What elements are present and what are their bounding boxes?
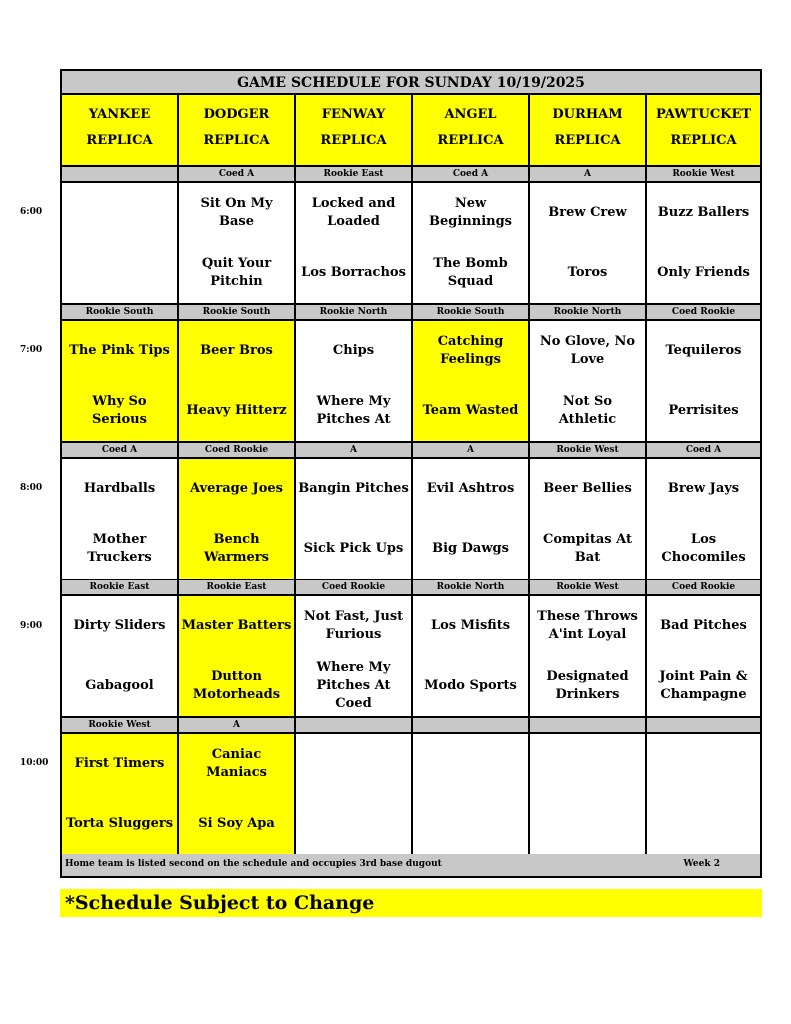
division-label: Rookie South	[179, 305, 294, 319]
time-label: 10:00	[20, 758, 49, 768]
game-cell	[647, 321, 760, 441]
game-cell	[62, 459, 177, 579]
game-cell	[413, 183, 528, 303]
game-cell	[296, 596, 411, 716]
division-label: A	[530, 167, 645, 181]
field-subtitle: REPLICA	[86, 133, 153, 148]
field-subtitle: REPLICA	[437, 133, 504, 148]
team-top: Hardballs	[83, 481, 156, 496]
team-top: Chips	[332, 343, 375, 358]
team-top: Beer Bros	[200, 343, 273, 358]
game-cell	[413, 734, 528, 854]
division-label: Rookie West	[530, 580, 645, 594]
game-cell	[296, 734, 411, 854]
schedule-change-banner: *Schedule Subject to Change	[60, 889, 762, 917]
time-label: 9:00	[20, 621, 43, 631]
game-cell	[413, 596, 528, 716]
team-bottom: Sick Pick Ups	[303, 541, 404, 556]
team-bottom: Dutton Motorheads	[192, 669, 281, 702]
team-bottom: Designated Drinkers	[546, 669, 629, 702]
game-cell	[62, 596, 177, 716]
team-bottom: Compitas At Bat	[543, 532, 632, 565]
team-top: Caniac Maniacs	[206, 747, 267, 780]
time-label: 8:00	[20, 483, 43, 493]
division-label: A	[413, 443, 528, 457]
division-label: Coed A	[647, 443, 760, 457]
game-cell	[179, 459, 294, 579]
team-top: Master Batters	[181, 618, 292, 633]
team-top: Brew Crew	[548, 205, 627, 220]
team-top: Buzz Ballers	[657, 205, 750, 220]
team-bottom: Joint Pain & Champagne	[659, 669, 748, 702]
team-bottom: Big Dawgs	[432, 541, 509, 556]
game-cell	[296, 321, 411, 441]
game-cell	[179, 734, 294, 854]
division-label	[647, 718, 760, 732]
field-name: FENWAY	[321, 107, 386, 122]
game-cell	[530, 596, 645, 716]
team-bottom: Bench Warmers	[204, 532, 269, 565]
division-label: Rookie North	[413, 580, 528, 594]
team-bottom: Toros	[567, 265, 608, 280]
time-label: 7:00	[20, 345, 43, 355]
team-bottom: Heavy Hitterz	[186, 403, 287, 418]
schedule-title: GAME SCHEDULE FOR SUNDAY 10/19/2025	[62, 71, 760, 95]
team-top: Not Fast, Just Furious	[303, 609, 404, 642]
division-label: Coed Rookie	[179, 443, 294, 457]
game-cell	[647, 734, 760, 854]
division-label: Rookie West	[530, 443, 645, 457]
team-top: Evil Ashtros	[426, 481, 515, 496]
game-cell	[296, 183, 411, 303]
division-label: A	[179, 718, 294, 732]
field-subtitle: REPLICA	[320, 133, 387, 148]
game-cell	[647, 596, 760, 716]
division-label	[530, 718, 645, 732]
team-top: Catching Feelings	[437, 334, 504, 367]
field-name: YANKEE	[88, 107, 151, 122]
division-label: Coed Rookie	[296, 580, 411, 594]
field-header-pawtucket	[647, 95, 760, 165]
team-bottom: Si Soy Apa	[198, 816, 275, 831]
game-cell	[62, 321, 177, 441]
game-cell	[179, 596, 294, 716]
team-bottom: Not So Athletic	[558, 394, 617, 427]
team-bottom: Why So Serious	[92, 394, 147, 427]
division-label: Coed Rookie	[647, 580, 760, 594]
team-bottom: Where My Pitches At	[316, 394, 391, 427]
division-label: Coed Rookie	[647, 305, 760, 319]
team-top	[532, 738, 643, 790]
team-top: Brew Jays	[667, 481, 740, 496]
division-label: Rookie East	[179, 580, 294, 594]
week-label: Week 2	[683, 859, 720, 869]
game-cell	[647, 459, 760, 579]
team-top: Locked and Loaded	[311, 196, 396, 229]
field-name: DODGER	[203, 107, 270, 122]
field-header-dodger	[179, 95, 294, 165]
division-label: Rookie North	[530, 305, 645, 319]
game-cell	[647, 183, 760, 303]
game-cell	[530, 734, 645, 854]
home-team-note: Home team is listed second on the schedule and occupies 3rd base dugout	[65, 859, 442, 869]
field-header-angel	[413, 95, 528, 165]
game-cell	[530, 459, 645, 579]
field-header-yankee	[62, 95, 177, 165]
team-bottom: Only Friends	[657, 265, 750, 280]
division-label: A	[296, 443, 411, 457]
team-top	[64, 187, 175, 239]
team-bottom	[532, 798, 643, 850]
team-top: No Glove, No Love	[539, 334, 636, 367]
team-bottom: Los Borrachos	[301, 265, 406, 280]
team-top: Average Joes	[190, 481, 283, 496]
time-label: 6:00	[20, 207, 43, 217]
division-label: Rookie West	[647, 167, 760, 181]
field-name: DURHAM	[552, 107, 623, 122]
team-bottom: Modo Sports	[424, 678, 517, 693]
team-bottom: Where My Pitches At Coed	[316, 660, 391, 711]
team-top: Tequileros	[665, 343, 742, 358]
team-bottom: Torta Sluggers	[65, 816, 174, 831]
team-top: Bad Pitches	[660, 618, 747, 633]
field-header-fenway	[296, 95, 411, 165]
division-label: Rookie South	[413, 305, 528, 319]
game-cell	[179, 321, 294, 441]
team-bottom: Team Wasted	[422, 403, 519, 418]
game-cell	[179, 183, 294, 303]
team-bottom: Quit Your Pitchin	[201, 256, 272, 289]
team-bottom: Mother Truckers	[87, 532, 152, 565]
division-label: Coed A	[179, 167, 294, 181]
game-cell	[62, 183, 177, 303]
field-header-durham	[530, 95, 645, 165]
game-cell	[296, 459, 411, 579]
division-label: Rookie South	[62, 305, 177, 319]
division-label	[296, 718, 411, 732]
team-top: Bangin Pitches	[298, 481, 409, 496]
team-top	[415, 738, 526, 790]
team-top	[649, 738, 758, 790]
game-cell	[413, 321, 528, 441]
division-label	[62, 167, 177, 181]
game-cell	[413, 459, 528, 579]
team-bottom: Gabagool	[85, 678, 154, 693]
team-bottom	[298, 798, 409, 850]
team-top	[298, 738, 409, 790]
division-label	[413, 718, 528, 732]
team-top: First Timers	[74, 756, 165, 771]
team-top: The Pink Tips	[69, 343, 170, 358]
game-cell	[530, 183, 645, 303]
division-label: Coed A	[413, 167, 528, 181]
team-bottom	[649, 798, 758, 850]
division-label: Rookie North	[296, 305, 411, 319]
team-bottom: The Bomb Squad	[433, 256, 508, 289]
team-top: Sit On My Base	[200, 196, 273, 229]
team-bottom: Perrisites	[668, 403, 739, 418]
team-top: Los Misfits	[430, 618, 511, 633]
division-label: Coed A	[62, 443, 177, 457]
field-subtitle: REPLICA	[203, 133, 270, 148]
game-cell	[62, 734, 177, 854]
division-label: Rookie East	[296, 167, 411, 181]
field-subtitle: REPLICA	[670, 133, 737, 148]
team-top: These Throws A'int Loyal	[537, 609, 638, 642]
division-label: Rookie West	[62, 718, 177, 732]
team-top: New Beginnings	[429, 196, 512, 229]
field-name: ANGEL	[444, 107, 497, 122]
field-name: PAWTUCKET	[655, 107, 752, 122]
game-cell	[530, 321, 645, 441]
team-bottom	[415, 798, 526, 850]
division-label: Rookie East	[62, 580, 177, 594]
team-bottom	[64, 247, 175, 299]
team-top: Beer Bellies	[543, 481, 632, 496]
team-bottom: Los Chocomiles	[661, 532, 746, 565]
schedule-table	[60, 69, 762, 878]
schedule-footer	[62, 854, 760, 876]
field-subtitle: REPLICA	[554, 133, 621, 148]
team-top: Dirty Sliders	[73, 618, 166, 633]
